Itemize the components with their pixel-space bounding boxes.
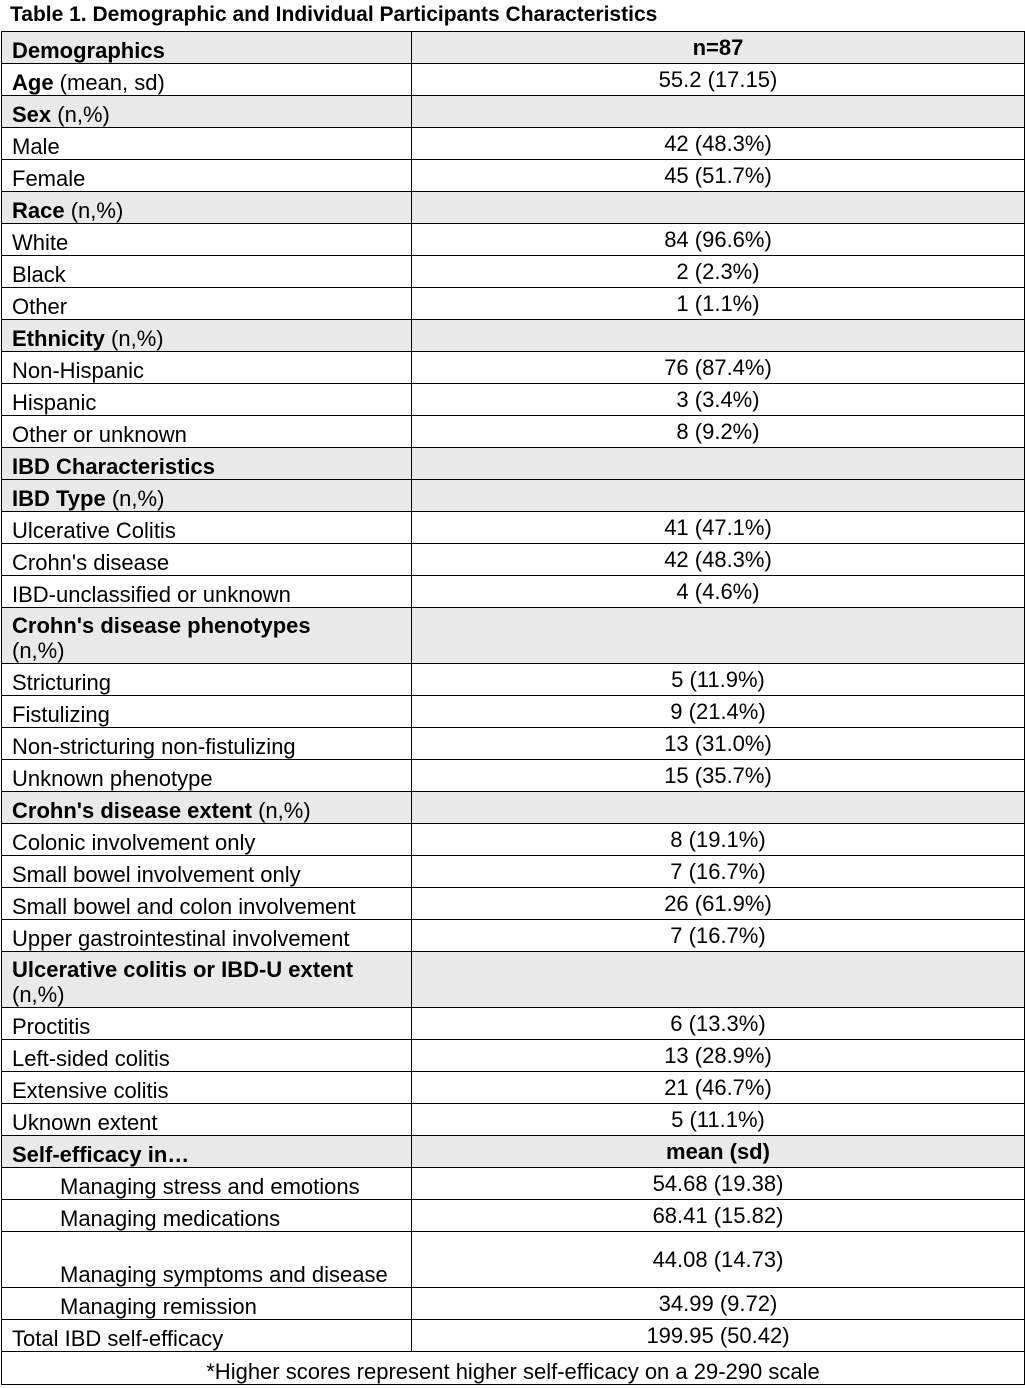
row-value-cell <box>412 608 1025 664</box>
row-value-cell <box>412 256 1025 288</box>
row-label-text: Male <box>12 134 60 159</box>
row-label-cell <box>2 512 412 544</box>
table-header-row <box>2 32 1025 64</box>
table-row <box>2 512 1025 544</box>
footnote-cell <box>2 1352 1025 1385</box>
table-row <box>2 128 1025 160</box>
self-efficacy-label-cell <box>2 1200 412 1232</box>
row-label-cell <box>2 696 412 728</box>
row-label-text: Colonic involvement only <box>12 830 256 855</box>
row-label-text: Proctitis <box>12 1014 91 1039</box>
table-row <box>2 416 1025 448</box>
table-row <box>2 224 1025 256</box>
row-value: 15 (35.7%) <box>664 763 772 788</box>
row-value: 26 (61.9%) <box>664 891 772 916</box>
self-efficacy-row <box>2 1200 1025 1232</box>
table-row <box>2 760 1025 792</box>
row-label-text: Other <box>12 294 68 319</box>
self-efficacy-header-row <box>2 1136 1025 1168</box>
header-label-cell <box>2 32 412 64</box>
row-label-text: IBD-unclassified or unknown <box>12 582 291 607</box>
row-label-text: (n,%) <box>105 486 165 511</box>
footnote-row <box>2 1352 1025 1385</box>
row-label-cell <box>2 256 412 288</box>
table-row <box>2 952 1025 1008</box>
row-value: 84 (96.6%) <box>664 227 772 252</box>
self-efficacy-label-cell <box>2 1320 412 1352</box>
self-efficacy-value-cell <box>412 1168 1025 1200</box>
self-efficacy-value: 44.08 (14.73) <box>652 1247 784 1272</box>
row-value: 5 (11.9%) <box>671 667 765 692</box>
self-efficacy-value: 34.99 (9.72) <box>658 1291 778 1316</box>
row-label-cell <box>2 96 412 128</box>
table-row <box>2 792 1025 824</box>
row-value: 13 (28.9%) <box>664 1043 772 1068</box>
row-value-cell <box>412 96 1025 128</box>
row-label-text: Uknown extent <box>12 1110 158 1135</box>
row-label-text: Upper gastrointestinal involvement <box>12 926 350 951</box>
table-row <box>2 192 1025 224</box>
row-label-cell <box>2 448 412 480</box>
row-value-cell <box>412 288 1025 320</box>
row-value: 3 (3.4%) <box>676 387 760 412</box>
self-efficacy-row <box>2 1168 1025 1200</box>
self-efficacy-label: Managing remission <box>60 1294 257 1319</box>
row-value: 8 (9.2%) <box>676 419 760 444</box>
row-label-cell <box>2 416 412 448</box>
row-label-cell <box>2 160 412 192</box>
self-efficacy-row <box>2 1320 1025 1352</box>
row-label-cell <box>2 320 412 352</box>
row-label-cell <box>2 920 412 952</box>
row-value-cell <box>412 920 1025 952</box>
self-efficacy-header-value-cell <box>412 1136 1025 1168</box>
row-label-cell <box>2 824 412 856</box>
row-label-text: Other or unknown <box>12 422 187 447</box>
self-efficacy-label: Managing symptoms and disease <box>60 1262 388 1287</box>
header-label: Demographics <box>12 38 165 63</box>
row-value: 5 (11.1%) <box>671 1107 765 1132</box>
row-label-bold: IBD Characteristics <box>12 454 215 479</box>
row-value-cell <box>412 888 1025 920</box>
row-value-cell <box>412 384 1025 416</box>
table-row <box>2 64 1025 96</box>
self-efficacy-label: Managing stress and emotions <box>60 1174 360 1199</box>
row-label-bold: Race <box>12 198 65 223</box>
table-row <box>2 384 1025 416</box>
table-row <box>2 576 1025 608</box>
row-label-cell <box>2 664 412 696</box>
table-row <box>2 320 1025 352</box>
row-value-cell <box>412 160 1025 192</box>
row-label-cell <box>2 544 412 576</box>
self-efficacy-label: Total IBD self-efficacy <box>12 1326 224 1351</box>
row-label-text: Black <box>12 262 66 287</box>
row-label-cell <box>2 576 412 608</box>
row-label-text: (n,%) <box>12 638 65 663</box>
row-value: 13 (31.0%) <box>664 731 772 756</box>
row-value-cell <box>412 856 1025 888</box>
self-efficacy-value-cell <box>412 1288 1025 1320</box>
table-row <box>2 728 1025 760</box>
self-efficacy-label-cell <box>2 1168 412 1200</box>
table-row <box>2 824 1025 856</box>
table-row <box>2 696 1025 728</box>
row-value: 8 (19.1%) <box>670 827 766 852</box>
row-label-cell <box>2 888 412 920</box>
row-label-text: Fistulizing <box>12 702 110 727</box>
row-value-cell <box>412 792 1025 824</box>
row-label-cell <box>2 728 412 760</box>
row-value-cell <box>412 224 1025 256</box>
row-value-cell <box>412 1008 1025 1040</box>
row-label-text: (n,%) <box>251 798 311 823</box>
row-label-text: Small bowel involvement only <box>12 862 301 887</box>
row-label-cell <box>2 64 412 96</box>
row-label-text: (mean, sd) <box>53 70 165 95</box>
table-row <box>2 1008 1025 1040</box>
row-label-cell <box>2 760 412 792</box>
header-value-cell <box>412 32 1025 64</box>
row-label-cell <box>2 952 412 1008</box>
row-label-text: (n,%) <box>12 982 65 1007</box>
table-row <box>2 888 1025 920</box>
row-label-bold: IBD Type <box>12 486 106 511</box>
row-value-cell <box>412 1072 1025 1104</box>
row-label-text: (n,%) <box>104 326 164 351</box>
row-label-cell <box>2 192 412 224</box>
table-row <box>2 856 1025 888</box>
self-efficacy-label: Managing medications <box>60 1206 281 1231</box>
table-row <box>2 1040 1025 1072</box>
table-row <box>2 1072 1025 1104</box>
row-label-cell <box>2 1072 412 1104</box>
row-value: 55.2 (17.15) <box>658 67 778 92</box>
row-value: 9 (21.4%) <box>670 699 766 724</box>
footnote: *Higher scores represent higher self-efficacy on a 29-290 scale <box>206 1359 820 1384</box>
row-value-cell <box>412 664 1025 696</box>
table-row <box>2 480 1025 512</box>
table-row <box>2 1104 1025 1136</box>
self-efficacy-header-value: mean (sd) <box>666 1139 770 1164</box>
self-efficacy-value-cell <box>412 1200 1025 1232</box>
row-label-bold: Ethnicity <box>12 326 105 351</box>
row-value: 42 (48.3%) <box>664 131 772 156</box>
row-value-cell <box>412 480 1025 512</box>
self-efficacy-value: 199.95 (50.42) <box>646 1323 790 1348</box>
table-row <box>2 96 1025 128</box>
row-value-cell <box>412 512 1025 544</box>
row-value-cell <box>412 448 1025 480</box>
row-label-cell <box>2 128 412 160</box>
table-row <box>2 160 1025 192</box>
row-label-cell <box>2 384 412 416</box>
row-value-cell <box>412 696 1025 728</box>
row-label-cell <box>2 352 412 384</box>
header-value: n=87 <box>692 35 744 60</box>
row-label-bold: Age <box>12 70 54 95</box>
self-efficacy-row <box>2 1288 1025 1320</box>
row-label-cell <box>2 608 412 664</box>
row-value-cell <box>412 192 1025 224</box>
row-value: 7 (16.7%) <box>670 859 766 884</box>
row-label-bold: Crohn's disease phenotypes <box>12 613 311 638</box>
row-label-text: Unknown phenotype <box>12 766 213 791</box>
row-value: 45 (51.7%) <box>664 163 772 188</box>
row-label-text: Crohn's disease <box>12 550 170 575</box>
row-label-text: Extensive colitis <box>12 1078 169 1103</box>
row-value-cell <box>412 1040 1025 1072</box>
row-value-cell <box>412 320 1025 352</box>
row-value-cell <box>412 352 1025 384</box>
row-value: 7 (16.7%) <box>670 923 766 948</box>
table-caption: Table 1. Demographic and Individual Participants Characteristics <box>10 3 658 26</box>
row-label-cell <box>2 480 412 512</box>
row-label-bold: Crohn's disease extent <box>12 798 252 823</box>
row-value: 6 (13.3%) <box>670 1011 766 1036</box>
row-label-text: Ulcerative Colitis <box>12 518 176 543</box>
row-value: 42 (48.3%) <box>664 547 772 572</box>
table-row <box>2 256 1025 288</box>
table-row <box>2 544 1025 576</box>
self-efficacy-header-label-cell <box>2 1136 412 1168</box>
row-value-cell <box>412 760 1025 792</box>
row-value-cell <box>412 728 1025 760</box>
row-label-cell <box>2 1104 412 1136</box>
row-label-text: Female <box>12 166 86 191</box>
table-row <box>2 288 1025 320</box>
row-label-text: (n,%) <box>64 198 124 223</box>
row-label-cell <box>2 856 412 888</box>
self-efficacy-label-cell <box>2 1232 412 1288</box>
row-label-cell <box>2 224 412 256</box>
self-efficacy-header-label: Self-efficacy in… <box>12 1142 190 1167</box>
row-value: 1 (1.1%) <box>676 291 760 316</box>
self-efficacy-value-cell <box>412 1320 1025 1352</box>
row-value: 4 (4.6%) <box>676 579 760 604</box>
row-label-bold: Sex <box>12 102 52 127</box>
row-label-text: White <box>12 230 69 255</box>
row-label-text: Small bowel and colon involvement <box>12 894 356 919</box>
row-label-bold: Ulcerative colitis or IBD-U extent <box>12 957 354 982</box>
self-efficacy-value-cell <box>412 1232 1025 1288</box>
self-efficacy-value: 54.68 (19.38) <box>652 1171 784 1196</box>
table-row <box>2 448 1025 480</box>
row-value: 76 (87.4%) <box>664 355 772 380</box>
row-value: 41 (47.1%) <box>664 515 772 540</box>
row-value-cell <box>412 128 1025 160</box>
self-efficacy-row <box>2 1232 1025 1288</box>
row-label-text: Non-Hispanic <box>12 358 145 383</box>
row-label-cell <box>2 288 412 320</box>
row-label-text: Hispanic <box>12 390 97 415</box>
row-label-text: Stricturing <box>12 670 112 695</box>
row-value-cell <box>412 64 1025 96</box>
row-value-cell <box>412 544 1025 576</box>
row-value-cell <box>412 824 1025 856</box>
row-value-cell <box>412 952 1025 1008</box>
row-value-cell <box>412 416 1025 448</box>
row-label-text: Left-sided colitis <box>12 1046 170 1071</box>
row-label-text: (n,%) <box>51 102 110 127</box>
row-label-text: Non-stricturing non-fistulizing <box>12 734 296 759</box>
row-label-cell <box>2 1040 412 1072</box>
row-value: 21 (46.7%) <box>664 1075 772 1100</box>
table-row <box>2 352 1025 384</box>
table-body <box>2 32 1025 1385</box>
row-value-cell <box>412 1104 1025 1136</box>
characteristics-table <box>1 31 1025 1385</box>
table-row <box>2 920 1025 952</box>
self-efficacy-value: 68.41 (15.82) <box>652 1203 784 1228</box>
row-label-cell <box>2 1008 412 1040</box>
row-value: 2 (2.3%) <box>676 259 760 284</box>
self-efficacy-label-cell <box>2 1288 412 1320</box>
table-row <box>2 664 1025 696</box>
row-value-cell <box>412 576 1025 608</box>
table-row <box>2 608 1025 664</box>
row-label-cell <box>2 792 412 824</box>
